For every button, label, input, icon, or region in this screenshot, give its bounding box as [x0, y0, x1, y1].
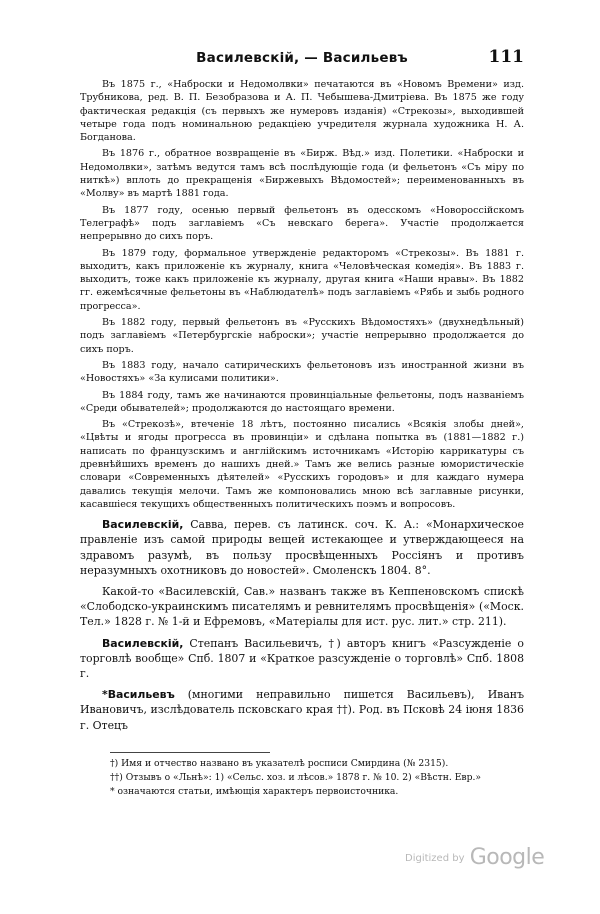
entry-vasilevsky-stepan — [80, 636, 524, 682]
entry-text: Савва, перев. съ латинск. соч. К. А.: «Монархическое правленіе изъ самой природы вещей истекающее и утверждающееся на здравомъ разумѣ, въ пользу просвѣщенныхъ Россіянъ и противъ неразумныхъ охотниковъ до новостей». Смоленскъ 1804. 8°. — [80, 518, 524, 577]
paragraph: Въ 1884 году, тамъ же начинаются провинціальные фельетоны, подъ названіемъ «Среди обывателей»; продолжаются до настоящаго времени. — [80, 389, 524, 414]
footnotes — [110, 757, 524, 799]
page-number: 111 — [488, 47, 524, 67]
entry-text: Степанъ Васильевичъ, †) авторъ книгъ «Разсужденіе о торговлѣ вообще» Спб. 1807 и «Краткое разсужденіе о торговлѣ» Спб. 1808 г. — [80, 636, 524, 681]
paragraph: Въ 1879 году, формальное утвержденіе редакторомъ «Стрекозы». Въ 1881 г. выходитъ, какъ приложеніе къ журналу, книга «Человѣческая комедія». Въ 1883 г. выходитъ, тоже какъ приложеніе къ журналу, другая книга «Наши нравы». Въ 1882 гг. ежемѣсячные фельетоны въ «Наблюдателѣ» подъ заглавіемъ «Рябь и зыбь родного прогресса». — [80, 247, 524, 312]
main-text — [80, 78, 524, 738]
watermark-prefix: Digitized by — [405, 853, 465, 864]
paragraph: Въ «Стрекозѣ», втеченіе 18 лѣтъ, постоянно писались «Всякія злобы дней», «Цвѣты и ягоды прогресса въ провинціи» и сдѣлана попытка въ (1881—1882 г.) написать по французскимъ и англійскимъ источникамъ «Исторію каррикатуры съ древнѣйшихъ временъ до нашихъ дней.» Тамъ же велись разные юмористическіе словари «Современныхъ дѣятелей» «Русскихъ городовъ» и для каждаго нумера давались текущія мелочи. Тамъ же компоновались мною всѣ заглавные рисунки, касавшіеся текущихъ общественныхъ политическихъ поэмъ и вопросовъ. — [80, 419, 524, 510]
entry-vasiliev-ivan — [80, 687, 524, 733]
paragraph: Въ 1882 году, первый фельетонъ въ «Русскихъ Вѣдомостяхъ» (двухнедѣльный) подъ заглавіемъ «Петербургскіе наброски»; участіе непрерывно продолжается до сихъ поръ. — [80, 317, 524, 355]
footnote: * означаются статьи, имѣющія характеръ первоисточника. — [110, 786, 399, 797]
digitized-watermark — [405, 845, 544, 870]
footnote: †) Имя и отчество названо въ указателѣ росписи Смирдина (№ 2315). — [110, 758, 449, 769]
entry-headword: Василевскій, — [102, 518, 184, 532]
paragraph: Въ 1883 году, начало сатирическихъ фельетоновъ изъ иностранной жизни въ «Новостяхъ» «За кулисами политики». — [80, 359, 524, 385]
paragraph: Въ 1875 г., «Наброски и Недомолвки» печатаются въ «Новомъ Времени» изд. Трубникова, ред. В. П. Безобразова и А. П. Чебышева-Дмитріева. Въ 1875 же году фактическая редакція (съ первыхъ же нумеровъ изданія) «Стрекозы», выходившей четыре года подъ номинальною редакціею учредителя журнала художника Н. А. Богданова. — [80, 79, 524, 144]
entry-text: (многими неправильно пишется Васильевъ), Иванъ Ивановичъ, изслѣдователь псковскаго края ††). Род. въ Псковѣ 24 іюня 1836 г. Отецъ — [80, 688, 524, 732]
paragraph: Въ 1876 г., обратное возвращеніе въ «Бирж. Вѣд.» изд. Полетики. «Наброски и Недомолвки», затѣмъ ведутся тамъ всѣ послѣдующіе года (и фельетонъ «Съ міру по ниткѣ») вплоть до прекращенія «Биржевыхъ Вѣдомостей»; переименованныхъ въ «Молву» въ мартѣ 1881 года. — [80, 148, 524, 200]
entry-headword: *Васильевъ — [102, 688, 175, 702]
google-logo: Google — [469, 845, 545, 870]
footnote-rule — [110, 752, 270, 753]
footnote: ††) Отзывъ о «Льнѣ»: 1) «Сельс. хоз. и лѣсов.» 1878 г. № 10. 2) «Вѣстн. Евр.» — [110, 772, 482, 783]
entry-headword: Василевскій, — [102, 636, 184, 650]
entry-vasilevsky-savva — [80, 517, 524, 578]
paragraph: Въ 1877 году, осенью первый фельетонъ въ одесскомъ «Новороссійскомъ Телеграфѣ» подъ заглавіемъ «Съ невскаго берега». Участіе продолжается непрерывно до сихъ поръ. — [80, 204, 524, 243]
running-header — [80, 47, 524, 72]
entry-text: Какой-то «Василевскій, Сав.» названъ также въ Кеппеновскомъ спискѣ «Слободско-украинскимъ писателямъ и ревнителямъ просвѣщенія» («Моск. Тел.» 1828 г. № 1-й и Ефремовъ, «Матеріалы для ист. рус. лит.» стр. 211). — [80, 585, 524, 629]
running-head-title: Василевскій, — Васильевъ — [196, 50, 408, 66]
entry-note-koppen — [80, 584, 524, 630]
